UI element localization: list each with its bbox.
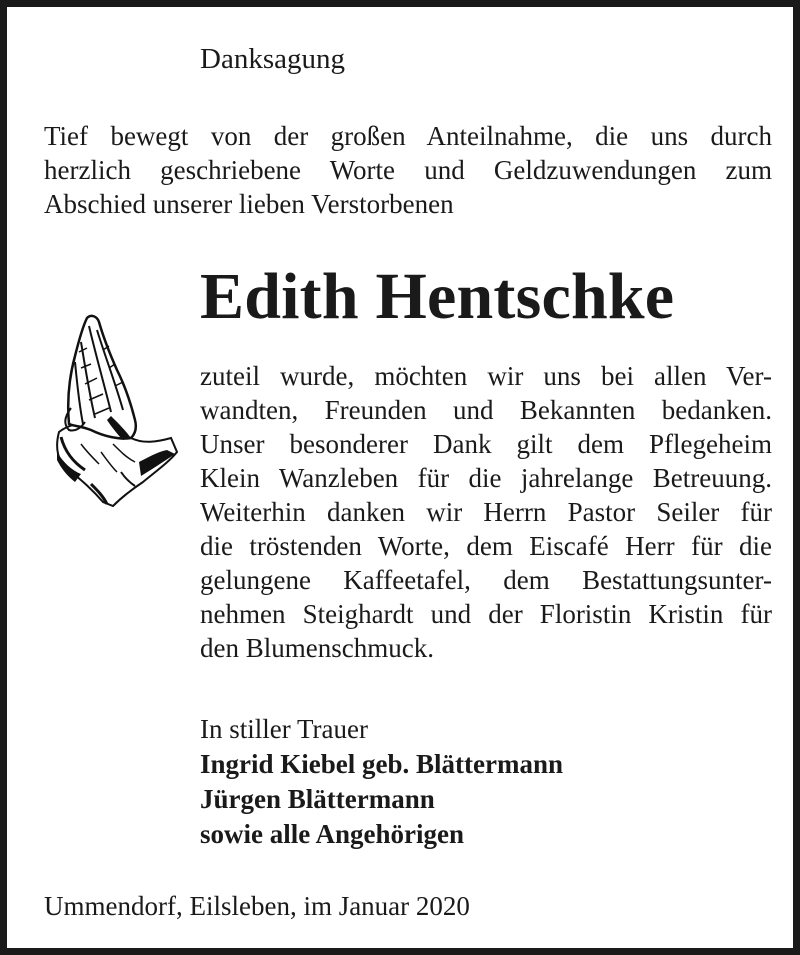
intro-line: Abschied unserer lieben Verstorbenen [44,189,454,219]
signoff-block [200,712,563,852]
mourner-name: Ingrid Kiebel geb. Blättermann [200,749,563,779]
body-line: Unser besonderer Dank gilt dem Pflegeheim [200,429,772,459]
body-line: gelungene Kaffeetafel, dem Bestattungsunter- [200,565,772,595]
body-line: Klein Wanzleben für die jahrelange Betreuung. [200,463,772,493]
mourning-phrase: In stiller Trauer [200,714,368,744]
praying-hands-icon [51,312,181,507]
mourner-name: sowie alle Angehörigen [200,819,464,849]
body-line: den Blumenschmuck. [200,633,434,663]
body-line: zuteil wurde, möchten wir uns bei allen Ver- [200,361,772,391]
body-line: die tröstenden Worte, dem Eiscafé Herr für die [200,531,772,561]
intro-line: Tief bewegt von der großen Anteilnahme, die uns durch [44,121,772,151]
body-line: Weiterhin danken wir Herrn Pastor Seiler für [200,497,772,527]
intro-line: herzlich geschriebene Worte und Geldzuwendungen zum [44,155,772,185]
deceased-name: Edith Hentschke [200,260,675,333]
body-line: wandten, Freunden und Bekannten bedanken. [200,395,772,425]
body-line: nehmen Steighardt und der Floristin Kristin für [200,599,772,629]
notice-heading: Danksagung [200,43,345,75]
body-paragraph [200,359,772,665]
intro-paragraph [44,119,772,221]
place-date-line: Ummendorf, Eilsleben, im Januar 2020 [44,891,470,921]
mourner-name: Jürgen Blättermann [200,784,435,814]
